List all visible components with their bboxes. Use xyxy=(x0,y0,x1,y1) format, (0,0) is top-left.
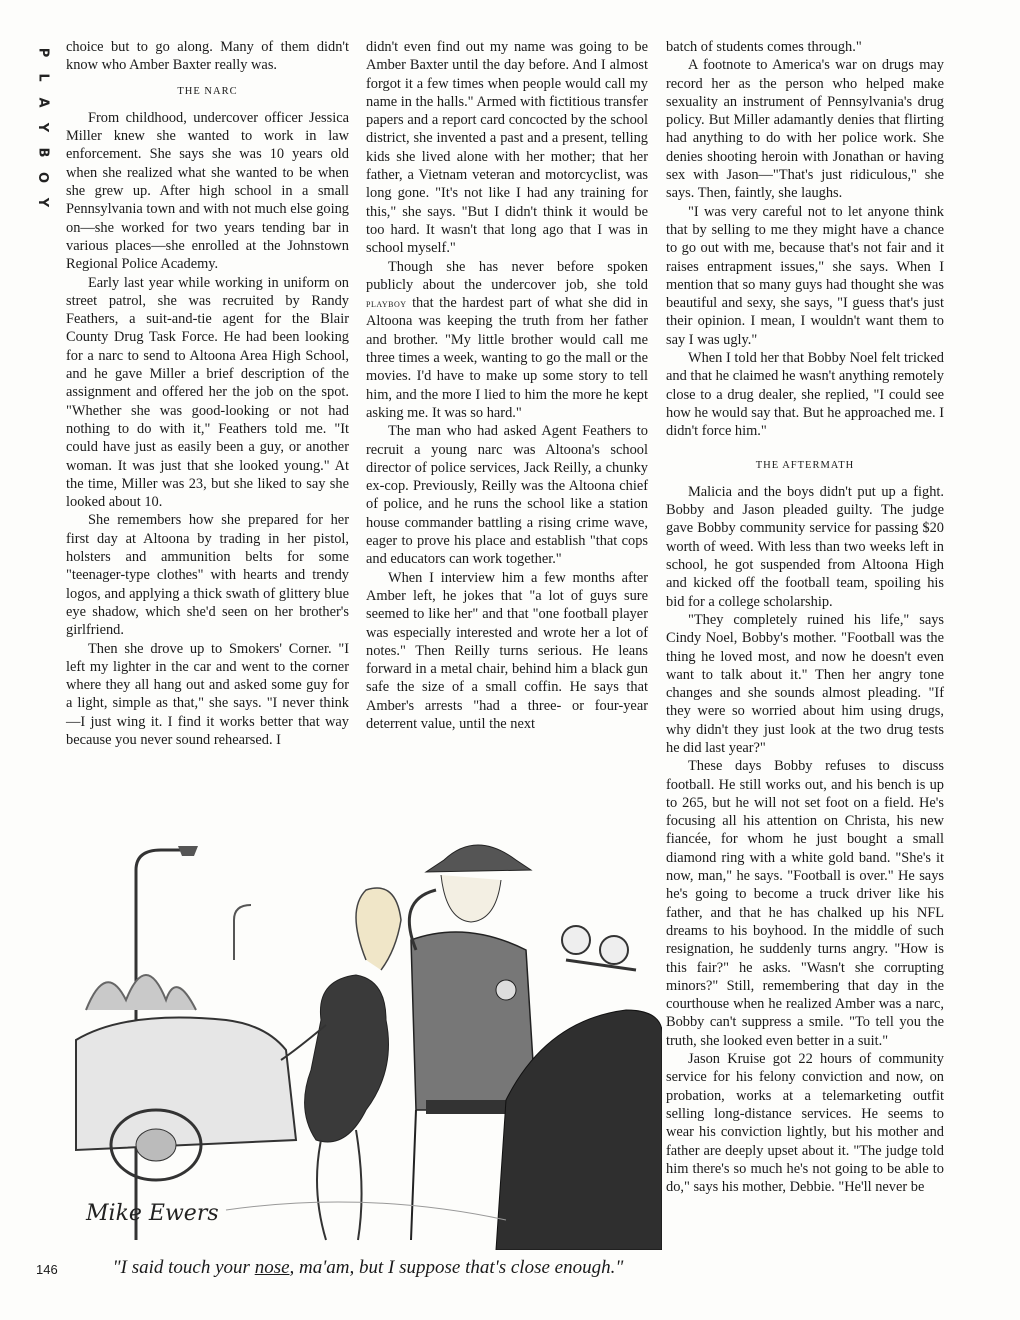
logo-letter: A xyxy=(35,97,51,108)
paragraph-text: Though she has never before spoken publicly about the undercover job, she told xyxy=(366,258,648,293)
paragraph: A footnote to America's war on drugs may record her as the person who helped make sexuality an instrument of Pennsylvania's drug policy. But Miller adamantly denies that flirting had anything to do with her police work. She denies shooting heroin with Jonathan or having sex with Jason—"That's just ridiculous," she says. Then, faintly, she laughs. xyxy=(666,57,944,202)
section-heading-aftermath: THE AFTERMATH xyxy=(755,459,855,471)
paragraph: Jason Kruise got 22 hours of community service for his felony conviction and now, on probation, works at a telemarketing outfit selling long-distance services. He seems to wear his conviction lightly, but his mother and father are deeply upset about it. "The judge told him there's so much he's not going to be able to do," says his mother, Debbie. "He'll never be xyxy=(666,1051,944,1196)
caption-text: , ma'am, but I suppose that's close enough." xyxy=(289,1257,624,1278)
logo-letter: O xyxy=(35,171,51,184)
paragraph: From childhood, undercover officer Jessica Miller knew she wanted to work in law enforcement. She says she was 10 years old when she realized what she wanted to be when she grew up. After high school in a small Pennsylvania town and with not much else going on—she worked for two years tending bar in various places—she enrolled at the Johnstown Regional Police Academy. xyxy=(66,109,349,273)
article-column-1 xyxy=(66,38,349,749)
paragraph-text: that the hardest part of what she did in Altoona was keeping the truth from her father and brother. "My little brother would call me three times a week, wanting to go the mall or the movies. I'd have to make up some story to tell him, and the more I lied to him the more he kept asking me. It was so hard." xyxy=(366,295,648,421)
cartoon-illustration xyxy=(66,810,662,1250)
paragraph: didn't even find out my name was going to be Amber Baxter until the day before. And I almost forgot it a few times when people would call my name in the halls." Armed with fictitious transfer papers and a report card concocted by the school district, she invented a past and a present, telling kids she lived alone with her mother; that her father, a Vietnam veteran and motorcyclist, was long gone. "It's not like I had any training for this," she says. "But I didn't think it would be too hard. It wasn't that long ago that I was in school myself." xyxy=(366,39,648,257)
paragraph: batch of students comes through." xyxy=(666,39,862,55)
article-column-2 xyxy=(366,38,648,733)
article-column-3 xyxy=(666,38,944,1196)
cartoon-caption xyxy=(88,1257,648,1279)
paragraph: When I told her that Bobby Noel felt tricked and that he claimed he wasn't anything remotely close to a drug dealer, she replied, "I could see how he would say that. But he approached me. I didn't force him." xyxy=(666,350,944,440)
paragraph: These days Bobby refuses to discuss football. He still works out, and his bench is up to 265, but he will not set foot on a field. He's focusing all his attention on Christa, his new fiancée, for whom he just bought a small diamond ring with a white gold band. "She's it now, man," he says. "Football is over." He says he's going to become a truck driver like his father, and that he has chalked up his NFL dreams to his boyhood. In the middle of such resignation, he suddenly turns angry. "How is this fair?" he asks. "Wasn't she corrupting minors?" Still, remembering that day in the courthouse when he realized Amber was a narc, Bobby can't suppress a smile. "To tell you the truth, she looked even better in a suit." xyxy=(666,758,944,1049)
logo-letter: Y xyxy=(35,197,51,208)
caption-text: "I said touch your xyxy=(112,1257,255,1278)
paragraph: She remembers how she prepared for her first day at Altoona by trading in her pistol, holsters and ammunition belts for some "teenager-type clothes" with hearts and trendy logos, and applying a thick swath of glittery blue eye shadow, which she'd seen on her brother's girlfriend. xyxy=(66,512,349,639)
logo-letter: Y xyxy=(35,122,51,133)
paragraph: Malicia and the boys didn't put up a fight. Bobby and Jason pleaded guilty. The judge gave Bobby community service for passing $20 worth of weed. With less than two weeks left in school, he got suspended from Altoona High and kicked off the football team, spoiling his bid for a college scholarship. xyxy=(666,483,944,610)
paragraph: choice but to go along. Many of them didn't know who Amber Baxter really was. xyxy=(66,39,349,74)
logo-letter: B xyxy=(35,147,51,158)
paragraph: Then she drove up to Smokers' Corner. "I left my lighter in the car and went to the corner where they all hang out and asked some guy for a light, simple as that," she says. "I never think—I just wing it. I find it works better that way because you never sound rehearsed. I xyxy=(66,640,349,748)
paragraph: Early last year while working in uniform on street patrol, she was recruited by Randy Feathers, a suit-and-tie agent for the Blair County Drug Task Force. He had been looking for a narc to send to Altoona Area High School, and he gave Miller a brief description of the assignment and offered her the job on the spot. "Whether she was good-looking or not had nothing to do with it," Feathers told me. "It could have just as easily been a guy, or another woman. It was just that she looked young." At the time, Miller was 23, but she liked to say she looked about 10. xyxy=(66,274,349,511)
paragraph: When I interview him a few months after Amber left, he jokes that "a lot of guys sure seemed to like her" and that "one football player was especially interested and wrote her a lot of notes." Then Reilly turns serious. He leans forward in a metal chair, behind him a black gun safe the size of a small coffin. He says that Amber's arrests "had a three- or four-year deterrent value, until the next xyxy=(366,569,648,732)
playboy-mention: playboy xyxy=(366,296,407,311)
paragraph: "I was very careful not to let anyone think that by selling to me they might have a chance to go out with me, because that's not fair and it raises entrapment issues," she says. When I mention that so many guys had thought she was beautiful and sexy, she says, "I guess that's just their opinion. I mean, I wouldn't want them to say I was ugly." xyxy=(666,203,944,348)
section-heading-narc: THE NARC xyxy=(177,85,238,97)
logo-letter: P xyxy=(35,47,51,58)
logo-letter: L xyxy=(35,73,51,82)
page-number: 146 xyxy=(36,1262,58,1277)
paragraph xyxy=(366,258,648,423)
artist-signature: Mike Ewers xyxy=(86,1201,219,1226)
paragraph: "They completely ruined his life," says Cindy Noel, Bobby's mother. "Football was the thing he loved most, and now he doesn't even want to talk about it." Then her angry tone changes and she sounds almost pleading. "If they were so worried about him using drugs, why didn't they just look at the two drug tests he did last year?" xyxy=(666,611,944,756)
caption-underlined-word: nose xyxy=(254,1257,290,1278)
playboy-vertical-logo xyxy=(30,40,50,215)
paragraph: The man who had asked Agent Feathers to recruit a young narc was Altoona's school director of police services, Jack Reilly, a chunky ex-cop. Previously, Reilly was the Altoona chief of police, and he runs the school like a station house commander battling a rising crime wave, eager to prove his place and establish "that cops and educators can work together." xyxy=(366,423,648,568)
